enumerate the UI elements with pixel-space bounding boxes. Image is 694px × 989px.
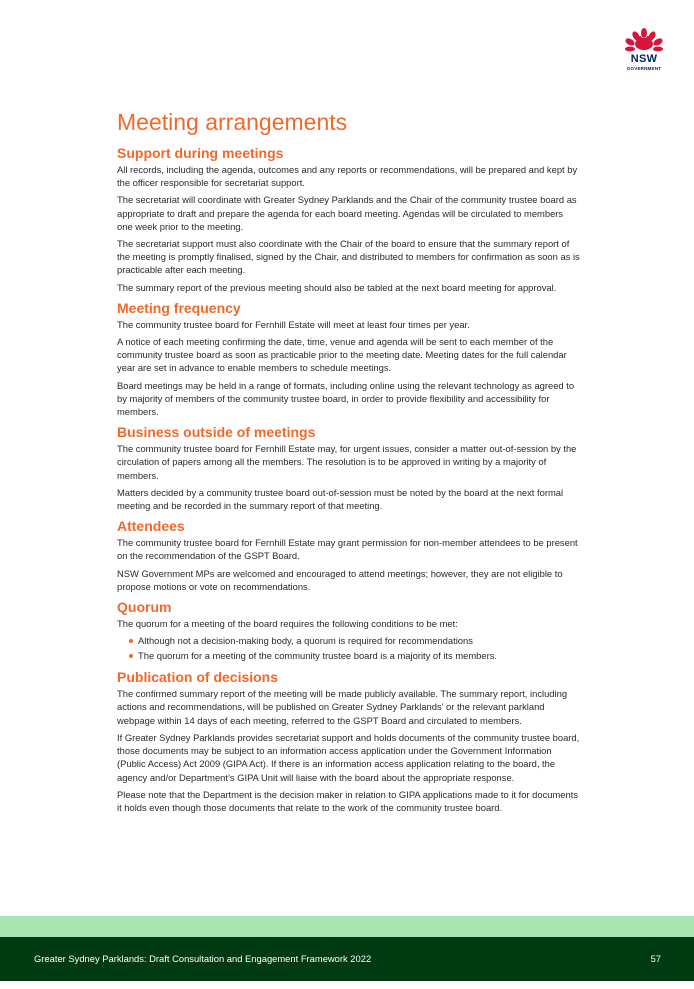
paragraph: The quorum for a meeting of the board requires the following conditions to be met: — [117, 618, 458, 630]
footer — [0, 937, 694, 981]
logo-government-text: GOVERNMENT — [626, 66, 662, 71]
page-number: 57 — [650, 953, 661, 964]
section — [117, 668, 581, 814]
bullet-text: The quorum for a meeting of the community trustee board is a majority of its members. — [138, 649, 498, 661]
paragraph: The secretariat support must also coordinate with the Chair of the board to ensure that the summary report of the meeting is promptly finalised, signed by the Chair, and distributed to members for confirmation as soon as is practicable after each meeting. — [117, 238, 580, 276]
section-heading: Quorum — [117, 599, 172, 616]
paragraph: If Greater Sydney Parklands provides secretariat support and holds documents of the community trustee board, those documents may be subject to an information access application under the Government Information (Public Access) Act 2009 (GIPA Act). If there is an information access application relating to the board, the agency and/or Department’s GIPA Unit will liaise with the board about the appropriate response. — [117, 731, 580, 783]
paragraph: All records, including the agenda, outcomes and any reports or recommendations, will be prepared and kept by the officer responsible for secretariat support. — [117, 164, 578, 189]
paragraph: The community trustee board for Fernhill Estate may grant permission for non-member attendees to be present on the recommendation of the GSPT Board. — [117, 537, 578, 562]
section-heading: Attendees — [117, 518, 185, 535]
footer-document-title: Greater Sydney Parklands: Draft Consultation and Engagement Framework 2022 — [34, 953, 372, 964]
bullet-text: Although not a decision-making body, a quorum is required for recommendations — [138, 635, 473, 647]
section-heading: Meeting frequency — [117, 299, 241, 316]
section-heading: Support during meetings — [117, 145, 284, 161]
paragraph: NSW Government MPs are welcomed and encouraged to attend meetings; however, they are not eligible to propose motions or vote on recommendations. — [117, 567, 563, 592]
section-heading: Business outside of meetings — [117, 424, 316, 441]
paragraph: The summary report of the previous meeting should also be tabled at the next board meeting for approval. — [117, 281, 557, 293]
paragraph: The community trustee board for Fernhill Estate will meet at least four times per year. — [117, 318, 470, 330]
waratah-icon — [622, 28, 666, 54]
section — [117, 598, 581, 663]
bullet-list — [117, 634, 581, 663]
section — [117, 299, 581, 418]
sections-container — [117, 144, 581, 814]
section — [117, 517, 581, 593]
bullet-icon — [129, 639, 133, 643]
logo-nsw-text: NSW — [630, 53, 658, 65]
section-heading: Publication of decisions — [117, 669, 279, 686]
paragraph: Matters decided by a community trustee board out-of-session must be noted by the board at the next formal meeting and be recorded in the summary report of that meeting. — [117, 486, 564, 512]
paragraph: The secretariat will coordinate with Greater Sydney Parklands and the Chair of the community trustee board as appropriate to draft and prepare the agenda for each board meeting. Agendas will be circulated to members one week prior to the meeting. — [117, 194, 577, 232]
paragraph: Board meetings may be held in a range of formats, including online using the relevant technology as agreed to by majority of members of the community trustee board, in order to provide flexibility and accessibility for members. — [117, 379, 575, 418]
page-title: Meeting arrangements — [117, 109, 348, 135]
paragraph: The confirmed summary report of the meeting will be made publicly available. The summary report, including actions and recommendations, will be published on Greater Sydney Parklands’ or the relevant parkland webpage within 14 days of each meeting, referred to the GSPT Board and circulated to members. — [117, 688, 568, 726]
paragraph: A notice of each meeting confirming the date, time, venue and agenda will be sent to each member of the community trustee board as soon as practicable prior to the meeting date. Meeting dates for the full calendar year are set in advance to enable members to schedule meetings. — [117, 336, 567, 374]
section — [117, 423, 581, 512]
nsw-government-logo — [622, 28, 666, 88]
footer-accent-band — [0, 916, 694, 937]
paragraph: Please note that the Department is the decision maker in relation to GIPA applications made to it for documents it holds even though those documents that relate to the work of the community trustee board. — [117, 788, 579, 813]
page-content — [117, 108, 581, 819]
bullet-item — [127, 649, 581, 664]
bullet-icon — [129, 654, 133, 658]
bullet-item — [127, 634, 581, 649]
paragraph: The community trustee board for Fernhill Estate may, for urgent issues, consider a matter out-of-session by the circulation of papers among all the members. The resolution is to be approved in writing by a majority of members. — [117, 443, 577, 481]
section — [117, 144, 581, 294]
